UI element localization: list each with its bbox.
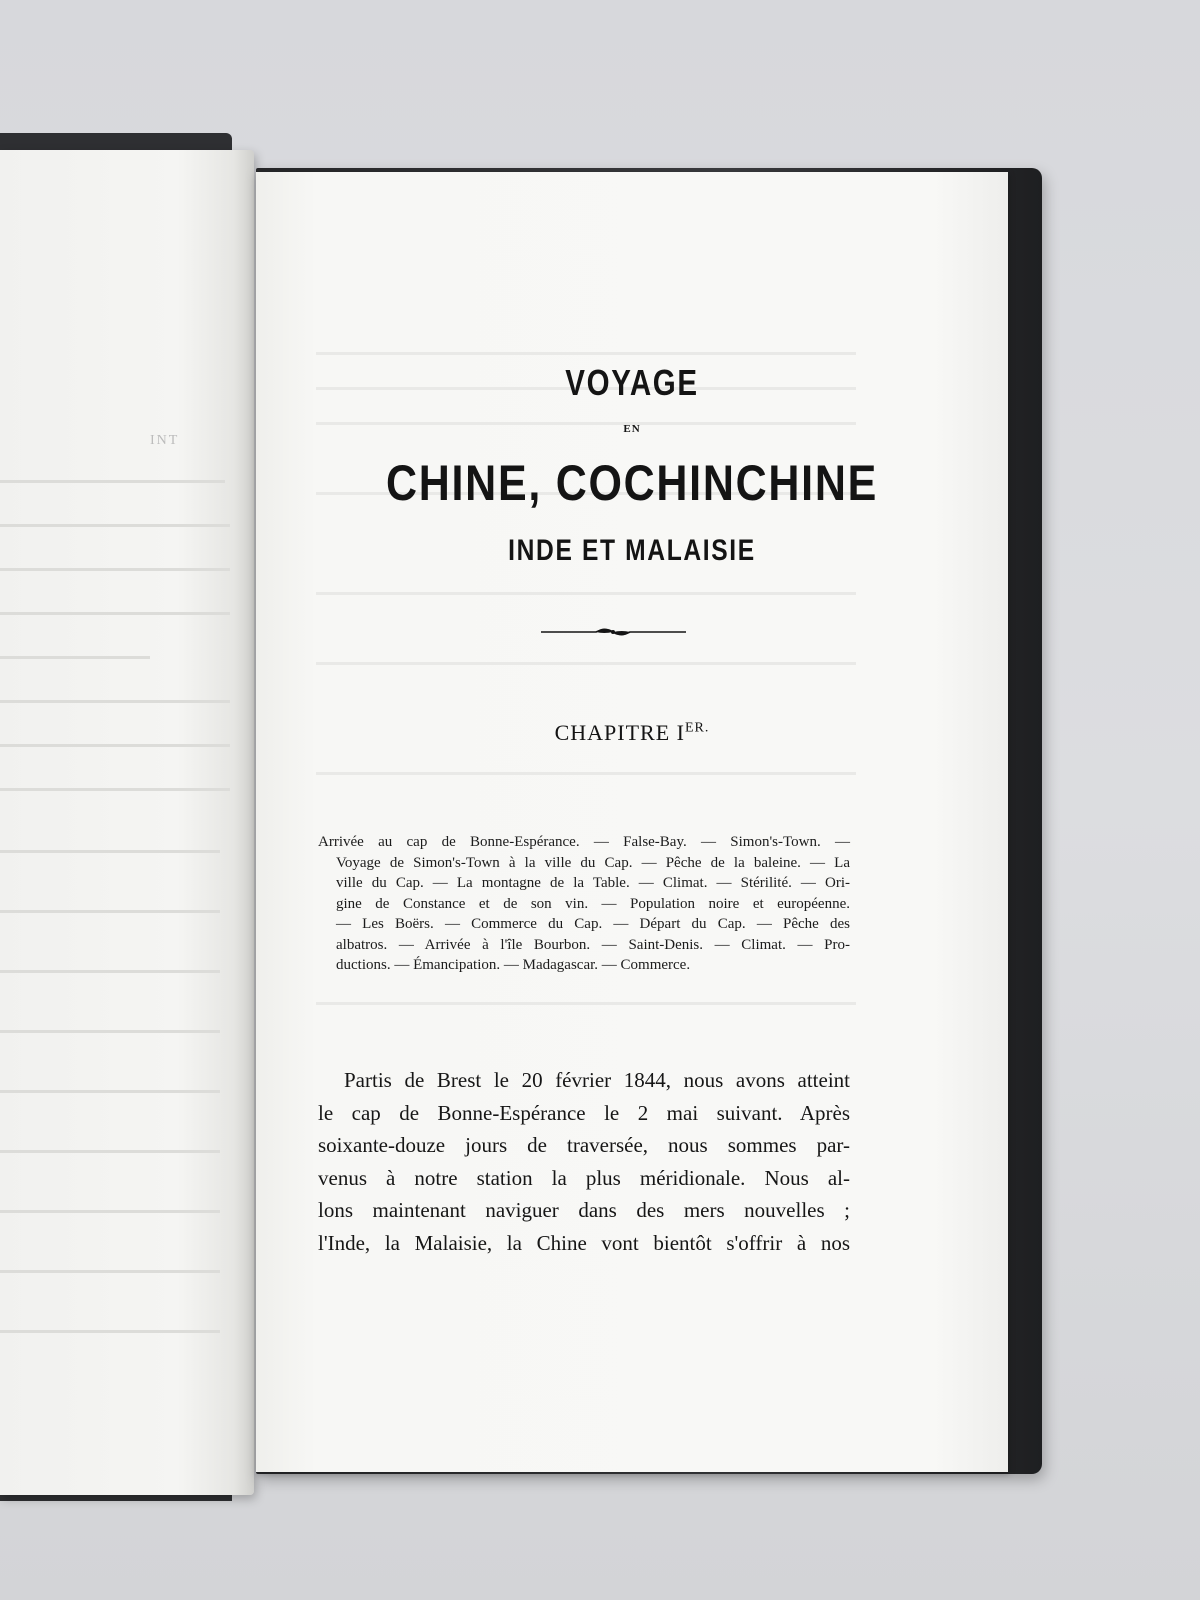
left-text-line (0, 524, 230, 527)
body-line: lons maintenant naviguer dans des mers nouvelles ; (318, 1198, 850, 1222)
title-main: CHINE, COCHINCHINE (385, 455, 879, 511)
ornament-rule-icon (541, 625, 686, 639)
show-through-line (316, 1002, 856, 1005)
left-running-header: INT (150, 433, 180, 448)
left-text-line (0, 656, 150, 659)
show-through-line (316, 592, 856, 595)
chapter-summary (318, 832, 850, 976)
summary-line: — Les Boërs. — Commerce du Cap. — Départ du Cap. — Pêche des (336, 916, 850, 932)
body-line: le cap de Bonne-Espérance le 2 mai suivant. Après (318, 1100, 850, 1125)
summary-line: Voyage de Simon's-Town à la ville du Cap. — Pêche de la baleine. — La (336, 854, 850, 871)
summary-line: albatros. — Arrivée à l'île Bourbon. — Saint-Denis. — Climat. — Pro- (336, 936, 850, 953)
body-paragraph (318, 1064, 850, 1259)
left-text-line (0, 910, 220, 913)
title-connector: EN (623, 423, 641, 435)
right-page (256, 172, 1008, 1472)
left-text-line (0, 788, 230, 791)
left-text-line (0, 1150, 220, 1153)
left-text-line (0, 1090, 220, 1093)
left-text-line (0, 568, 230, 571)
left-text-line (0, 1030, 220, 1033)
chapter-label: CHAPITRE I (554, 720, 685, 745)
summary-line: Arrivée au cap de Bonne-Espérance. — False-Bay. — Simon's-Town. — (318, 834, 850, 850)
left-text-line (0, 850, 220, 853)
left-text-line (0, 700, 230, 703)
summary-line: ville du Cap. — La montagne de la Table. — Climat. — Stérilité. — Ori- (336, 875, 850, 891)
left-page (0, 150, 254, 1495)
body-line: l'Inde, la Malaisie, la Chine vont bientôt s'offrir à nos (318, 1230, 850, 1255)
left-text-line (0, 1210, 220, 1213)
left-text-line (0, 1270, 220, 1273)
chapter-heading (256, 720, 1008, 746)
summary-line: gine de Constance et de son vin. — Population noire et européenne. (336, 895, 850, 912)
left-text-line (0, 970, 220, 973)
body-line: venus à notre station la plus méridionale. Nous al- (318, 1165, 850, 1190)
summary-line: ductions. — Émancipation. — Madagascar. — Commerce. (336, 957, 691, 973)
body-line: Partis de Brest le 20 février 1844, nous avons atteint (344, 1068, 850, 1092)
show-through-line (316, 352, 856, 355)
show-through-line (316, 772, 856, 775)
left-text-line (0, 612, 230, 615)
left-text-line (0, 744, 230, 747)
left-text-line (0, 480, 225, 483)
body-line: soixante-douze jours de traversée, nous sommes par- (318, 1133, 850, 1157)
chapter-suffix: ER. (685, 720, 710, 736)
left-text-line (0, 1330, 220, 1333)
title-subtitle: INDE ET MALAISIE (508, 534, 756, 567)
book-title: VOYAGE (565, 362, 699, 403)
show-through-line (316, 662, 856, 665)
